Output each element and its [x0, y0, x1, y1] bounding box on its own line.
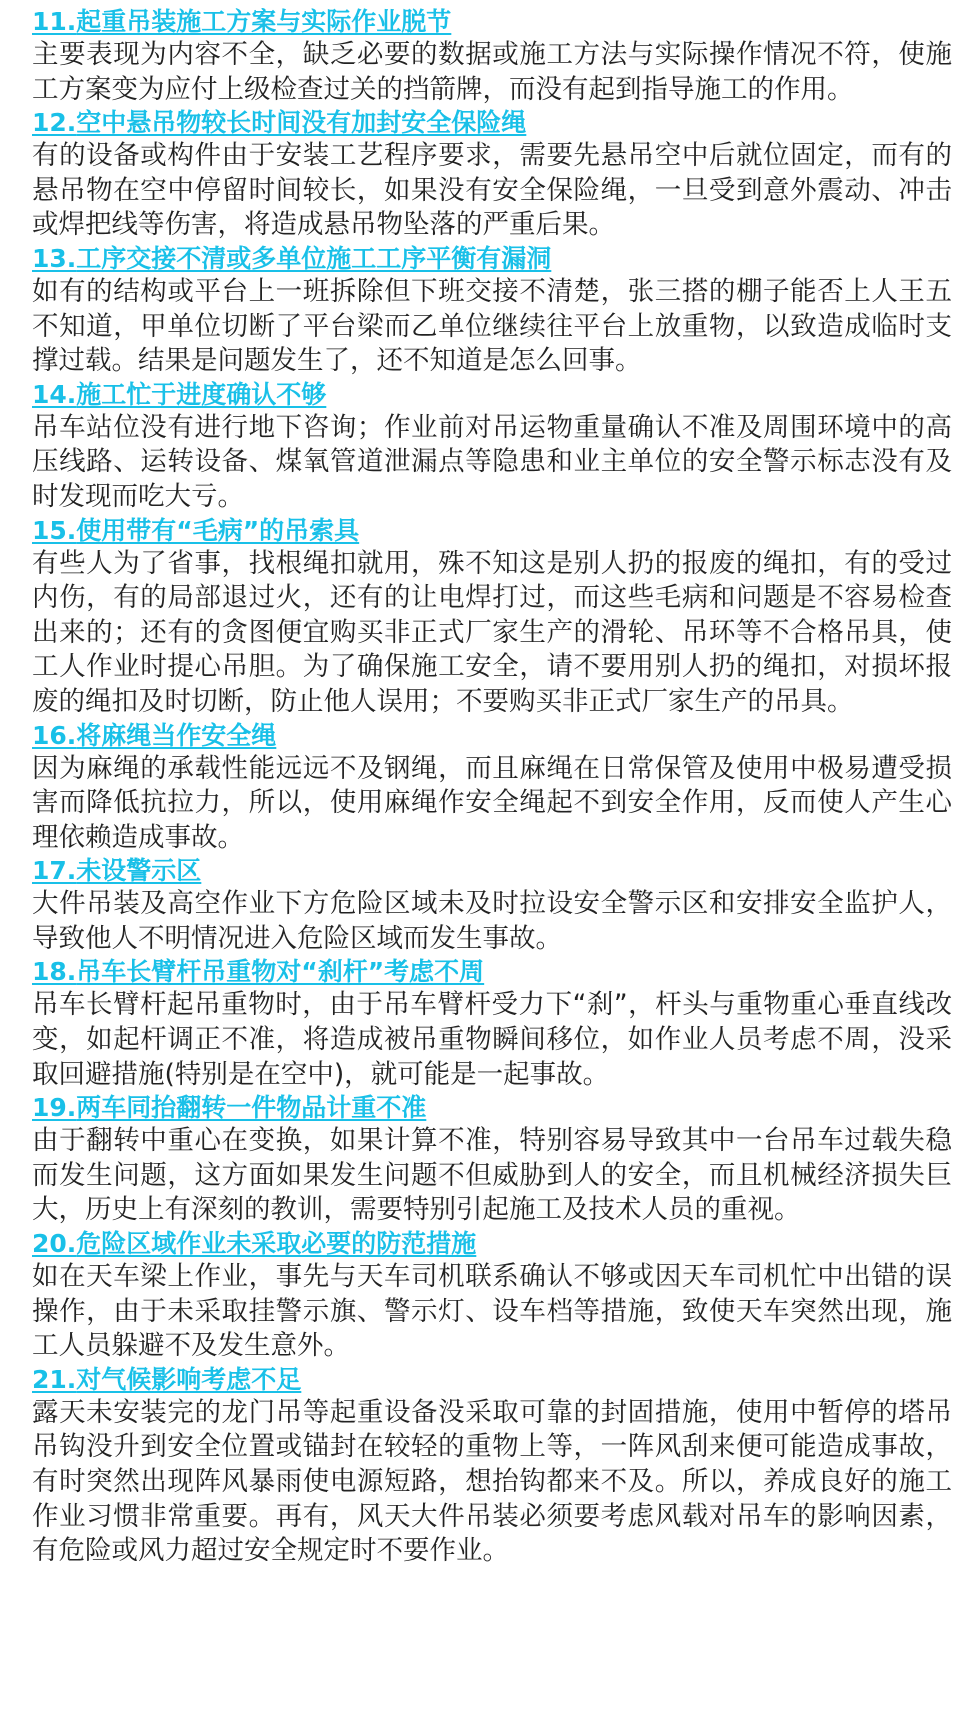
section-title: 使用带有“毛病”的吊索具	[76, 515, 360, 545]
section-21	[32, 1364, 952, 1569]
section-body: 吊车站位没有进行地下咨询；作业前对吊运物重量确认不准及周围环境中的高压线路、运转设备、煤氧管道泄漏点等隐患和业主单位的安全警示标志没有及时发现而吃大亏。	[32, 411, 952, 512]
section-15	[32, 515, 952, 720]
section-title: 未设警示区	[76, 856, 202, 886]
section-18	[32, 956, 952, 1092]
section-body: 有些人为了省事，找根绳扣就用，殊不知这是别人扔的报废的绳扣，有的受过内伤，有的局部退过火，还有的让电焊打过，而这些毛病和问题是不容易检查出来的；还有的贪图便宜购买非正式厂家生产的滑轮、吊环等不合格吊具，使工人作业时提心吊胆。为了确保施工安全，请不要用别人扔的绳扣，对损坏报废的绳扣及时切断，防止他人误用；不要购买非正式厂家生产的吊具。	[32, 547, 952, 717]
section-heading	[32, 1364, 952, 1396]
section-number: 20.	[32, 1229, 77, 1259]
section-17	[32, 855, 952, 956]
section-heading	[32, 243, 952, 275]
section-title: 施工忙于进度确认不够	[76, 379, 327, 409]
section-title: 工序交接不清或多单位施工工序平衡有漏洞	[76, 243, 552, 273]
section-body: 如在天车梁上作业，事先与天车司机联系确认不够或因天车司机忙中出错的误操作，由于未采取挂警示旗、警示灯、设车档等措施，致使天车突然出现，施工人员躲避不及发生意外。	[32, 1261, 952, 1362]
section-13	[32, 243, 952, 379]
section-11	[32, 6, 952, 107]
section-number: 12.	[32, 108, 77, 138]
section-number: 15.	[32, 515, 77, 545]
section-body: 因为麻绳的承载性能远远不及钢绳，而且麻绳在日常保管及使用中极易遭受损害而降低抗拉力，所以，使用麻绳作安全绳起不到安全作用，反而使人产生心理依赖造成事故。	[32, 752, 952, 853]
section-number: 14.	[32, 379, 77, 409]
section-heading	[32, 956, 952, 988]
section-title: 空中悬吊物较长时间没有加封安全保险绳	[76, 108, 527, 138]
section-body: 主要表现为内容不全，缺乏必要的数据或施工方法与实际操作情况不符，使施工方案变为应付上级检查过关的挡箭牌，而没有起到指导施工的作用。	[32, 39, 952, 105]
section-heading	[32, 855, 952, 887]
section-title: 对气候影响考虑不足	[76, 1364, 302, 1394]
section-body: 吊车长臂杆起吊重物时，由于吊车臂杆受力下“刹”，杆头与重物重心垂直线改变，如起杆调正不准，将造成被吊重物瞬间移位，如作业人员考虑不周，没采取回避措施(特别是在空中)，就可能是一起事故。	[32, 989, 952, 1090]
section-number: 16.	[32, 720, 77, 750]
section-title: 两车同抬翻转一件物品计重不准	[76, 1093, 427, 1123]
section-body: 大件吊装及高空作业下方危险区域未及时拉设安全警示区和安排安全监护人，导致他人不明情况进入危险区域而发生事故。	[32, 888, 952, 954]
section-title: 危险区域作业未采取必要的防范措施	[76, 1229, 477, 1259]
section-number: 18.	[32, 957, 77, 987]
section-number: 17.	[32, 856, 77, 886]
section-heading	[32, 1092, 952, 1124]
article-content	[32, 6, 952, 1569]
section-body: 如有的结构或平台上一班拆除但下班交接不清楚，张三搭的棚子能否上人王五不知道，甲单位切断了平台梁而乙单位继续往平台上放重物，以致造成临时支撑过载。结果是问题发生了，还不知道是怎么回事。	[32, 275, 952, 377]
section-body: 由于翻转中重心在变换，如果计算不准，特别容易导致其中一台吊车过载失稳而发生问题，这方面如果发生问题不但威胁到人的安全，而且机械经济损失巨大，历史上有深刻的教训，需要特别引起施工及技术人员的重视。	[32, 1125, 952, 1226]
section-title: 将麻绳当作安全绳	[76, 720, 277, 750]
section-16	[32, 720, 952, 856]
section-body: 有的设备或构件由于安装工艺程序要求，需要先悬吊空中后就位固定，而有的悬吊物在空中停留时间较长，如果没有安全保险绳，一旦受到意外震动、冲击或焊把线等伤害，将造成悬吊物坠落的严重后果。	[32, 140, 952, 241]
section-12	[32, 107, 952, 243]
section-body: 露天未安装完的龙门吊等起重设备没采取可靠的封固措施，使用中暂停的塔吊吊钩没升到安全位置或锚封在较轻的重物上等，一阵风刮来便可能造成事故，有时突然出现阵风暴雨使电源短路，想抬钩都来不及。所以，养成良好的施工作业习惯非常重要。再有，风天大件吊装必须要考虑风载对吊车的影响因素，有危险或风力超过安全规定时不要作业。	[32, 1396, 952, 1567]
section-heading	[32, 6, 952, 38]
section-number: 13.	[32, 243, 77, 273]
section-number: 11.	[32, 7, 77, 36]
section-title: 起重吊装施工方案与实际作业脱节	[76, 7, 452, 36]
section-20	[32, 1228, 952, 1364]
section-heading	[32, 720, 952, 752]
section-heading	[32, 379, 952, 411]
section-number: 19.	[32, 1093, 77, 1123]
section-heading	[32, 107, 952, 139]
section-heading	[32, 515, 952, 547]
section-title: 吊车长臂杆吊重物对“刹杆”考虑不周	[76, 957, 485, 987]
section-heading	[32, 1228, 952, 1260]
section-14	[32, 379, 952, 515]
section-19	[32, 1092, 952, 1228]
section-number: 21.	[32, 1364, 77, 1394]
